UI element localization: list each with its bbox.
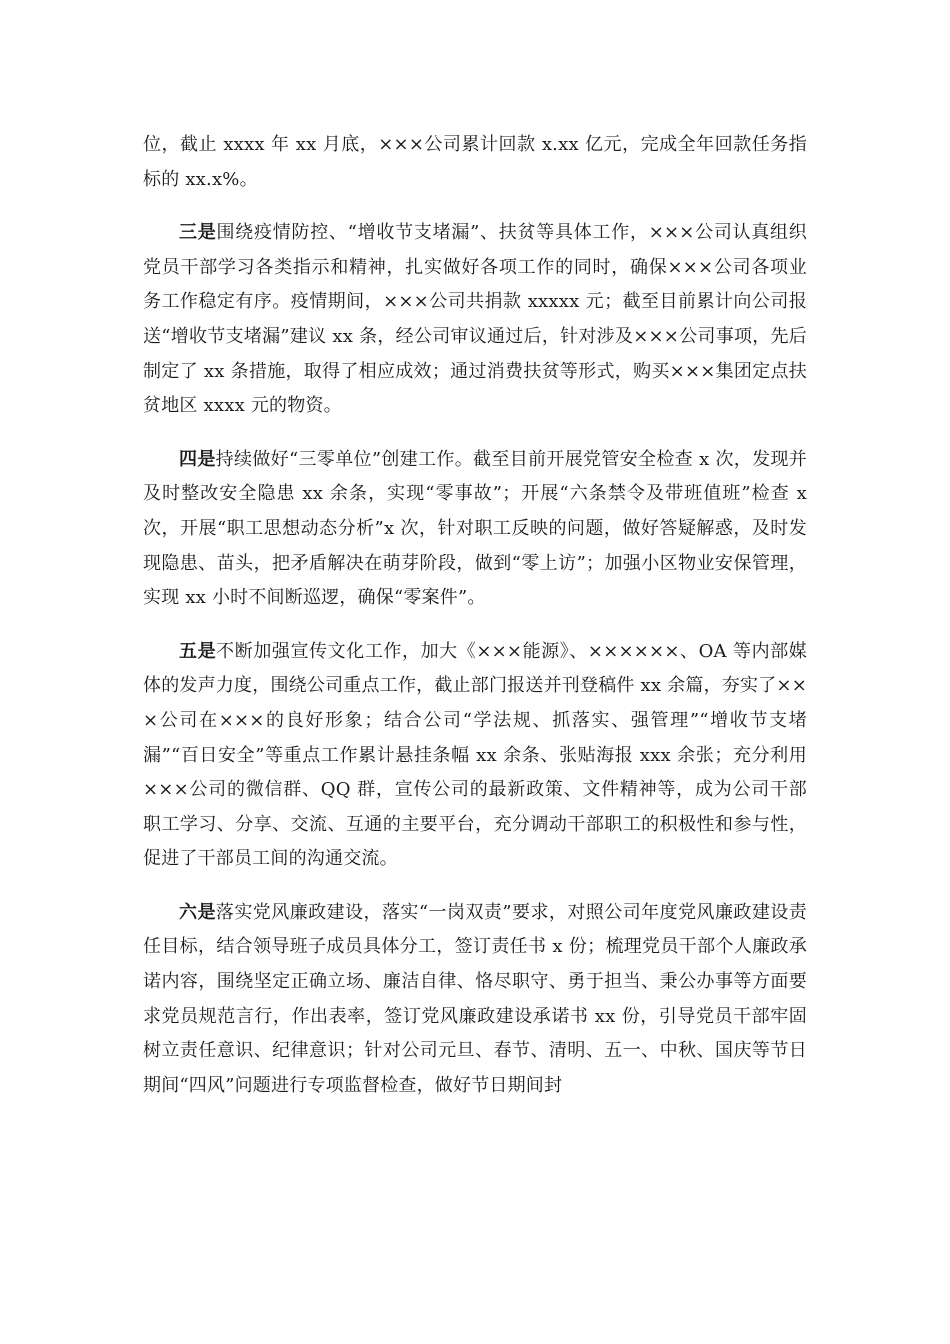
paragraph-text: 不断加强宣传文化工作，加大《×××能源》、××××××、OA 等内部媒体的发声力度，围绕公司重点工作，截止部门报送并刊登稿件 xx 余篇，夯实了×××公司在×××的良好形象；结合公司“学法规、抓落实、强管理”“增收节支堵漏”“百日安全”等重点工作累计悬挂条幅 xx 余条、张贴海报 xxx 余张；充分利用×××公司的微信群、QQ 群，宣传公司的最新政策、文件精神等，成为公司干部职工学习、分享、交流、互通的主要平台，充分调动干部职工的积极性和参与性，促进了干部员工间的沟通交流。 bbox=[143, 640, 807, 870]
paragraph-four bbox=[143, 443, 807, 616]
paragraph-lead: 三是 bbox=[179, 222, 217, 244]
paragraph-lead: 六是 bbox=[179, 901, 216, 923]
paragraph-lead: 四是 bbox=[179, 448, 216, 470]
paragraph-text: 位，截止 xxxx 年 xx 月底，×××公司累计回款 x.xx 亿元，完成全年回款任务指标的 xx.x%。 bbox=[143, 134, 807, 190]
paragraph-continuation bbox=[143, 128, 807, 197]
paragraph-five bbox=[143, 635, 807, 877]
paragraph-text: 持续做好“三零单位”创建工作。截至目前开展党管安全检查 x 次，发现并及时整改安全隐患 xx 余条，实现“零事故”；开展“六条禁令及带班值班”检查 x 次，开展“职工思想动态分析”x 次，针对职工反映的问题，做好答疑解惑，及时发现隐患、苗头，把矛盾解决在萌芽阶段，做到“零上访”；加强小区物业安保管理，实现 xx 小时不间断巡逻，确保“零案件”。 bbox=[143, 448, 807, 609]
paragraph-three bbox=[143, 216, 807, 424]
paragraph-text: 围绕疫情防控、“增收节支堵漏”、扶贫等具体工作，×××公司认真组织党员干部学习各类指示和精神，扎实做好各项工作的同时，确保×××公司各项业务工作稳定有序。疫情期间，×××公司共捐款 xxxxx 元；截至目前累计向公司报送“增收节支堵漏”建议 xx 条，经公司审议通过后，针对涉及×××公司事项，先后制定了 xx 条措施，取得了相应成效；通过消费扶贫等形式，购买×××集团定点扶贫地区 xxxx 元的物资。 bbox=[143, 222, 807, 417]
document-body bbox=[143, 128, 807, 1122]
paragraph-lead: 五是 bbox=[179, 640, 217, 662]
paragraph-six bbox=[143, 896, 807, 1104]
paragraph-text: 落实党风廉政建设，落实“一岗双责”要求，对照公司年度党风廉政建设责任目标，结合领导班子成员具体分工，签订责任书 x 份；梳理党员干部个人廉政承诺内容，围绕坚定正确立场、廉洁自律、恪尽职守、勇于担当、秉公办事等方面要求党员规范言行，作出表率，签订党风廉政建设承诺书 xx 份，引导党员干部牢固树立责任意识、纪律意识；针对公司元旦、春节、清明、五一、中秋、国庆等节日期间“四风”问题进行专项监督检查，做好节日期间封 bbox=[143, 901, 807, 1096]
